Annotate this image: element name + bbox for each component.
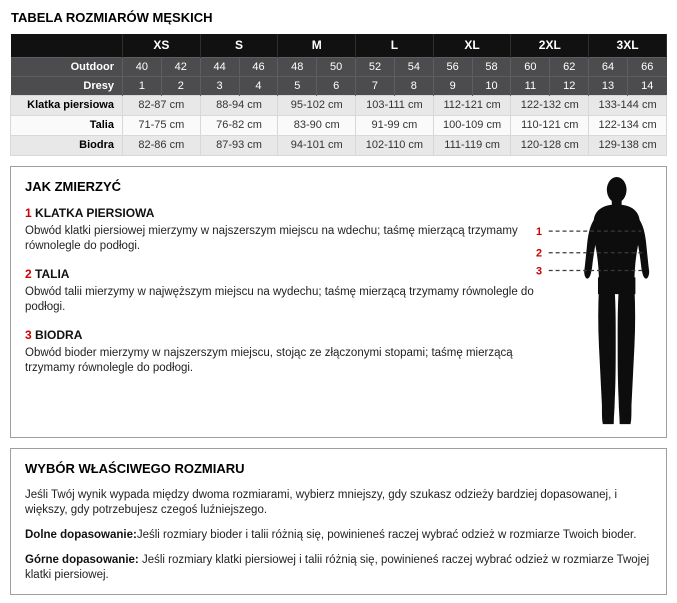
body-silhouette-figure: [533, 175, 661, 431]
measure-item-heading: 1 KLATKA PIERSIOWA: [25, 205, 155, 220]
row-label: Klatka piersiowa: [11, 95, 123, 115]
row-label: Outdoor: [11, 57, 123, 76]
size-value-cell: 10: [472, 76, 511, 95]
size-value-cell: 5: [278, 76, 317, 95]
size-choice-intro: Jeśli Twój wynik wypada między dwoma rozmiarami, wybierz mniejszy, gdy szukasz odzieży bardziej dopasowanej, i większy, gdy potrzebujesz czegoś luźniejszego.: [25, 488, 618, 516]
measurement-range-cell: 122-132 cm: [511, 95, 589, 115]
measurement-range-cell: 129-138 cm: [589, 135, 667, 155]
size-header-row: [11, 34, 667, 57]
size-value-cell: 58: [472, 57, 511, 76]
measurement-range-cell: 91-99 cm: [356, 115, 434, 135]
row-label: Talia: [11, 115, 123, 135]
size-column-header: 2XL: [511, 34, 589, 57]
size-value-cell: 64: [589, 57, 628, 76]
lower-fit-note: [25, 528, 652, 543]
figure-label-hips: 3: [535, 264, 542, 277]
size-value-cell: 54: [394, 57, 433, 76]
measurement-range-cell: 83-90 cm: [278, 115, 356, 135]
measurement-range-cell: 112-121 cm: [433, 95, 511, 115]
measurement-range-cell: 71-75 cm: [123, 115, 201, 135]
measure-item-number: 1: [25, 205, 32, 220]
size-value-cell: 8: [394, 76, 433, 95]
size-choice-section: [10, 448, 667, 595]
size-value-cell: 66: [627, 57, 666, 76]
size-value-cell: 6: [317, 76, 356, 95]
table-row-dresy: [11, 76, 667, 95]
size-column-header: 3XL: [589, 34, 667, 57]
measurement-range-cell: 111-119 cm: [433, 135, 511, 155]
size-value-cell: 7: [356, 76, 395, 95]
size-table-head: [11, 34, 667, 57]
size-value-cell: 60: [511, 57, 550, 76]
table-corner-cell: [11, 34, 123, 57]
measure-item-text: Obwód klatki piersiowej mierzymy w najszerszym miejscu na wdechu; taśmę mierzącą trzymamy równolegle do podłogi.: [25, 224, 518, 252]
size-value-cell: 48: [278, 57, 317, 76]
size-value-cell: 1: [123, 76, 162, 95]
upper-fit-text: Jeśli rozmiary klatki piersiowej i talii różnią się, powinieneś raczej wybrać odzież w rozmiarze Twojej klatki piersiowej.: [25, 554, 650, 582]
size-value-cell: 2: [161, 76, 200, 95]
male-silhouette-icon: [584, 176, 649, 423]
size-column-header: S: [200, 34, 278, 57]
lower-fit-label: Dolne dopasowanie:: [25, 528, 137, 541]
size-value-cell: 13: [589, 76, 628, 95]
size-choice-title: WYBÓR WŁAŚCIWEGO ROZMIARU: [25, 460, 245, 476]
measure-item-heading: 3 BIODRA: [25, 328, 83, 343]
size-value-cell: 11: [511, 76, 550, 95]
measure-item-heading: 2 TALIA: [25, 266, 70, 281]
measurement-range-cell: 87-93 cm: [200, 135, 278, 155]
measurement-range-cell: 133-144 cm: [589, 95, 667, 115]
figure-label-chest: 1: [535, 225, 542, 238]
size-value-cell: 12: [550, 76, 589, 95]
size-value-cell: 62: [550, 57, 589, 76]
size-column-header: XS: [123, 34, 201, 57]
size-value-cell: 42: [161, 57, 200, 76]
measurement-range-cell: 103-111 cm: [356, 95, 434, 115]
measurement-range-cell: 110-121 cm: [511, 115, 589, 135]
how-to-measure-section: [10, 166, 667, 438]
size-column-header: L: [356, 34, 434, 57]
table-row-measurement: [11, 135, 667, 155]
measurement-range-cell: 76-82 cm: [200, 115, 278, 135]
measurement-range-cell: 120-128 cm: [511, 135, 589, 155]
size-value-cell: 4: [239, 76, 278, 95]
size-value-cell: 44: [200, 57, 239, 76]
size-value-cell: 46: [239, 57, 278, 76]
table-row-measurement: [11, 115, 667, 135]
size-value-cell: 52: [356, 57, 395, 76]
measurement-range-cell: 100-109 cm: [433, 115, 511, 135]
how-to-measure-title: JAK ZMIERZYĆ: [25, 178, 122, 194]
size-column-header: M: [278, 34, 356, 57]
table-row-outdoor: [11, 57, 667, 76]
row-label: Biodra: [11, 135, 123, 155]
size-value-cell: 40: [123, 57, 162, 76]
upper-fit-note: [25, 553, 652, 583]
measure-item-number: 3: [25, 328, 32, 343]
size-value-cell: 14: [627, 76, 666, 95]
size-value-cell: 3: [200, 76, 239, 95]
figure-label-waist: 2: [535, 247, 542, 260]
measure-item-text: Obwód bioder mierzymy w najszerszym miejscu, stojąc ze złączonymi stopami; taśmę mierzącą trzymamy równolegle do podłogi.: [25, 347, 513, 375]
measurement-range-cell: 82-87 cm: [123, 95, 201, 115]
measurement-range-cell: 95-102 cm: [278, 95, 356, 115]
measure-item: [25, 328, 537, 376]
upper-fit-label: Górne dopasowanie:: [25, 554, 139, 567]
lower-fit-text: Jeśli rozmiary bioder i talii różnią się, powinieneś raczej wybrać odzież w rozmiarze Twoich bioder.: [136, 528, 637, 541]
measure-item-number: 2: [25, 266, 32, 281]
row-label: Dresy: [11, 76, 123, 95]
size-table: [10, 34, 667, 156]
size-value-cell: 50: [317, 57, 356, 76]
measurement-range-cell: 122-134 cm: [589, 115, 667, 135]
measurement-range-cell: 82-86 cm: [123, 135, 201, 155]
size-value-cell: 9: [433, 76, 472, 95]
figure-wrap: [533, 175, 661, 436]
measure-item: [25, 206, 537, 254]
measurement-range-cell: 102-110 cm: [356, 135, 434, 155]
size-table-body: [11, 57, 667, 155]
table-row-measurement: [11, 95, 667, 115]
size-value-cell: 56: [433, 57, 472, 76]
measure-item: [25, 267, 537, 315]
measurement-range-cell: 94-101 cm: [278, 135, 356, 155]
measure-item-text: Obwód talii mierzymy w najwęższym miejscu na wydechu; taśmę mierzącą trzymamy równolegle do podłogi.: [25, 285, 534, 314]
page-title: TABELA ROZMIARÓW MĘSKICH: [11, 10, 213, 25]
size-column-header: XL: [433, 34, 511, 57]
measurement-range-cell: 88-94 cm: [200, 95, 278, 115]
